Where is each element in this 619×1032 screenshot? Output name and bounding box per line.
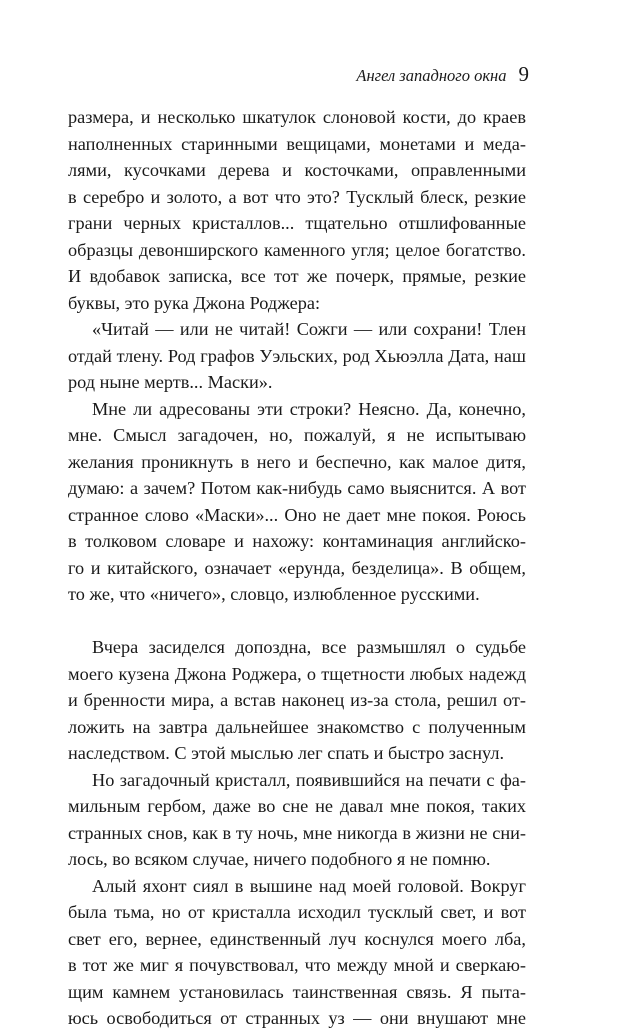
text-line: и бренности мира, а встав наконец из-за стола, решил от- xyxy=(68,690,526,710)
text-line: щим камнем установилась таинственная связь. Я пыта- xyxy=(68,981,526,1002)
paragraph xyxy=(68,396,526,608)
text-line: наполненных старинными вещицами, монетами и меда- xyxy=(68,133,526,154)
text-line: в серебро и золото, а вот что это? Тусклый блеск, резкие xyxy=(68,186,526,207)
text-line: буквы, это рука Джона Роджера: xyxy=(68,292,321,313)
text-line: лями, кусочками дерева и косточками, оправленными xyxy=(68,160,526,180)
text-line: грани черных кристаллов... тщательно отшлифованные xyxy=(68,213,526,233)
page-number: 9 xyxy=(518,62,529,86)
text-line: род ныне мертв... Маски». xyxy=(68,372,273,392)
text-line: лось, во всяком случае, ничего подобного я не помню. xyxy=(68,849,491,869)
paragraph xyxy=(68,634,526,767)
text-line: Алый яхонт сиял в вышине над моей головой. Вокруг xyxy=(92,875,526,896)
text-line: мне. Смысл загадочен, но, пожалуй, я не испытываю xyxy=(68,425,526,445)
text-line: была тьма, но от кристалла исходил тусклый свет, и вот xyxy=(68,902,526,922)
text-line: мильным гербом, даже во сне не давал мне покоя, таких xyxy=(68,796,526,816)
body-text xyxy=(68,104,526,1032)
section-break xyxy=(68,608,526,635)
text-line: странных снов, как в ту ночь, мне никогда в жизни не сни- xyxy=(68,822,526,843)
paragraph xyxy=(68,316,526,396)
text-line: юсь освободиться от странных уз — они внушают мне xyxy=(68,1008,526,1028)
paragraph xyxy=(68,104,526,316)
text-line: моего кузена Джона Роджера, о тщетности любых надежд xyxy=(68,663,526,684)
text-line: странное слово «Маски»... Оно не дает мне покоя. Роюсь xyxy=(68,504,526,525)
running-title: Ангел западного окна xyxy=(356,66,507,85)
text-line: свет его, вернее, единственный луч коснулся моего лба, xyxy=(68,928,526,949)
text-line: в толковом словаре и нахожу: контаминация английско- xyxy=(68,531,526,551)
text-line: в тот же миг я почувствовал, что между мной и сверкаю- xyxy=(68,955,526,975)
text-line: И вдобавок записка, все тот же почерк, прямые, резкие xyxy=(68,266,526,286)
paragraph xyxy=(68,767,526,873)
text-line: желания проникнуть в него и беспечно, как малое дитя, xyxy=(68,451,526,472)
text-line: Но загадочный кристалл, появившийся на печати с фа- xyxy=(92,769,526,790)
text-line: отдай тлену. Род графов Уэльских, род Хьюэлла Дата, наш xyxy=(68,345,526,366)
text-line: образцы девонширского каменного угля; целое богатство. xyxy=(68,239,526,260)
text-line: ложить на завтра дальнейшее знакомство с полученным xyxy=(68,716,526,737)
text-line: Мне ли адресованы эти строки? Неясно. Да, конечно, xyxy=(92,398,526,419)
text-line: «Читай — или не читай! Сожги — или сохрани! Тлен xyxy=(92,319,526,339)
text-line: думаю: а зачем? Потом как-нибудь само выяснится. А вот xyxy=(68,478,526,498)
text-line: размера, и несколько шкатулок слоновой кости, до краев xyxy=(68,107,526,127)
text-line: то же, что «ничего», словцо, излюбленное русскими. xyxy=(68,584,480,604)
paragraph xyxy=(68,873,526,1032)
text-line: го и китайского, означает «ерунда, безделица». В общем, xyxy=(68,557,526,578)
text-line: Вчера засиделся допоздна, все размышлял о судьбе xyxy=(92,637,526,657)
text-line: наследством. С этой мыслью лег спать и быстро заснул. xyxy=(68,743,505,763)
running-header xyxy=(356,62,529,87)
